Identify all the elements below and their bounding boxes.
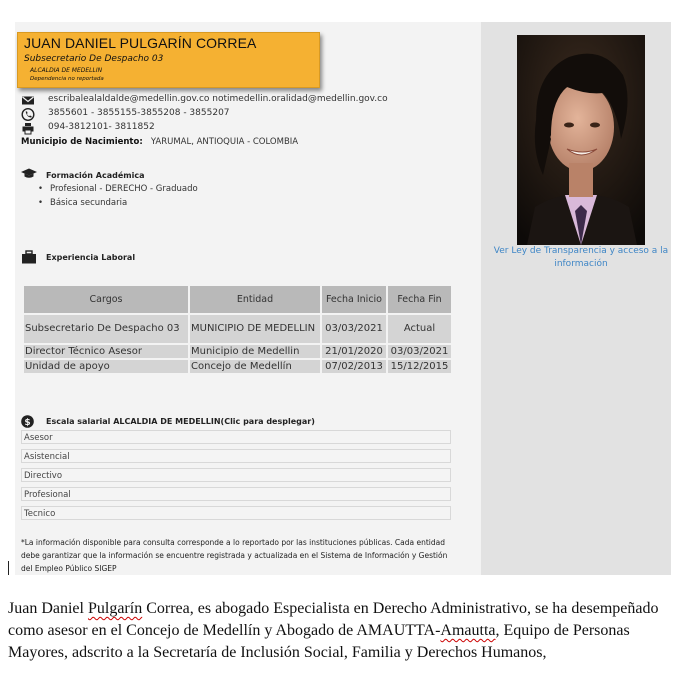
cell-cargo: Subsecretario De Despacho 03	[24, 315, 188, 345]
footnote: *La información disponible para consulta corresponde a lo reportado por las instituciones públicas. Cada entidad debe garantizar que la información se encuentre registrada y actualizada en el Sistema de Información y Gestión del Empleo Público SIGEP	[21, 538, 448, 573]
paragraph-text: Correa, es abogado Especialista en Derecho Administrativo, se ha desempeñado como asesor en el Concejo de Medellín y Abogado de AMAUTTA-	[8, 600, 659, 639]
transparency-link[interactable]: Ver Ley de Transparencia y acceso a la información	[493, 246, 669, 269]
envelope-icon	[21, 94, 35, 107]
cell-fecha-inicio: 03/03/2021	[322, 315, 386, 345]
entity-name: ALCALDIA DE MEDELLIN	[30, 67, 103, 74]
birthplace-label: Municipio de Nacimiento:	[21, 137, 143, 147]
header-cargos: Cargos	[24, 286, 188, 315]
full-name: JUAN DANIEL PULGARÍN CORREA	[24, 35, 257, 51]
cell-entidad: Concejo de Medellín	[190, 360, 320, 375]
header-fecha-fin: Fecha Fin	[388, 286, 451, 315]
cell-fecha-fin: 15/12/2015	[388, 360, 451, 375]
salary-level-asesor[interactable]: Asesor	[21, 430, 451, 444]
spellcheck-word: Pulgarín	[87, 600, 143, 617]
cell-entidad: Municipio de Medellin	[190, 345, 320, 360]
cell-entidad: MUNICIPIO DE MEDELLIN	[190, 315, 320, 345]
fax-text: 094-3812101- 3811852	[48, 122, 155, 132]
table-header-row	[24, 286, 451, 315]
cell-fecha-fin: 03/03/2021	[388, 345, 451, 360]
experience-table	[22, 286, 453, 375]
education-title: Formación Académica	[46, 171, 145, 180]
paragraph-text: Juan Daniel	[8, 600, 88, 617]
name-card	[17, 32, 320, 88]
paragraph-text: , Equipo de Personas Mayores, adscrito a la Secretaría de Inclusión Social, Familia y Derechos Humanos,	[8, 622, 630, 661]
email-text[interactable]: escribalealaldalde@medellin.gov.co notimedellin.oralidad@medellin.gov.co	[48, 94, 388, 104]
salary-level-profesional[interactable]: Profesional	[21, 487, 451, 501]
cell-fecha-fin: Actual	[388, 315, 451, 345]
svg-text:$: $	[24, 418, 31, 428]
education-item: • Básica secundaria	[38, 198, 198, 212]
body-paragraph	[8, 598, 680, 664]
education-list	[38, 184, 198, 212]
briefcase-icon	[21, 250, 37, 264]
position-title: Subsecretario De Despacho 03	[24, 54, 164, 64]
cell-fecha-inicio: 21/01/2020	[322, 345, 386, 360]
cell-fecha-inicio: 07/02/2013	[322, 360, 386, 375]
header-fecha-inicio: Fecha Inicio	[322, 286, 386, 315]
education-item: • Profesional - DERECHO - Graduado	[38, 184, 198, 198]
salary-level-tecnico[interactable]: Tecnico	[21, 506, 451, 520]
experience-title: Experiencia Laboral	[46, 253, 136, 262]
text-cursor	[8, 561, 9, 575]
table-row	[24, 360, 451, 375]
dollar-icon	[21, 415, 34, 428]
salary-level-asistencial[interactable]: Asistencial	[21, 449, 451, 463]
table-row	[24, 315, 451, 345]
header-entidad: Entidad	[190, 286, 320, 315]
graduation-cap-icon	[21, 168, 37, 180]
birthplace	[21, 137, 298, 147]
birthplace-value: YARUMAL, ANTIOQUIA - COLOMBIA	[150, 137, 299, 147]
salary-scale-toggle[interactable]: Escala salarial ALCALDIA DE MEDELLIN(Clic para desplegar)	[46, 417, 315, 426]
phone-text: 3855601 - 3855155-3855208 - 3855207	[48, 108, 230, 118]
cell-cargo: Unidad de apoyo	[24, 360, 188, 375]
spellcheck-word: Amautta	[440, 622, 496, 639]
cell-cargo: Director Técnico Asesor	[24, 345, 188, 360]
dependency-name: Dependencia no reportada	[30, 76, 104, 82]
table-row	[24, 345, 451, 360]
profile-photo	[517, 35, 645, 245]
salary-level-directivo[interactable]: Directivo	[21, 468, 451, 482]
portrait-image	[517, 35, 645, 245]
phone-icon	[21, 108, 35, 121]
printer-icon	[21, 122, 35, 135]
